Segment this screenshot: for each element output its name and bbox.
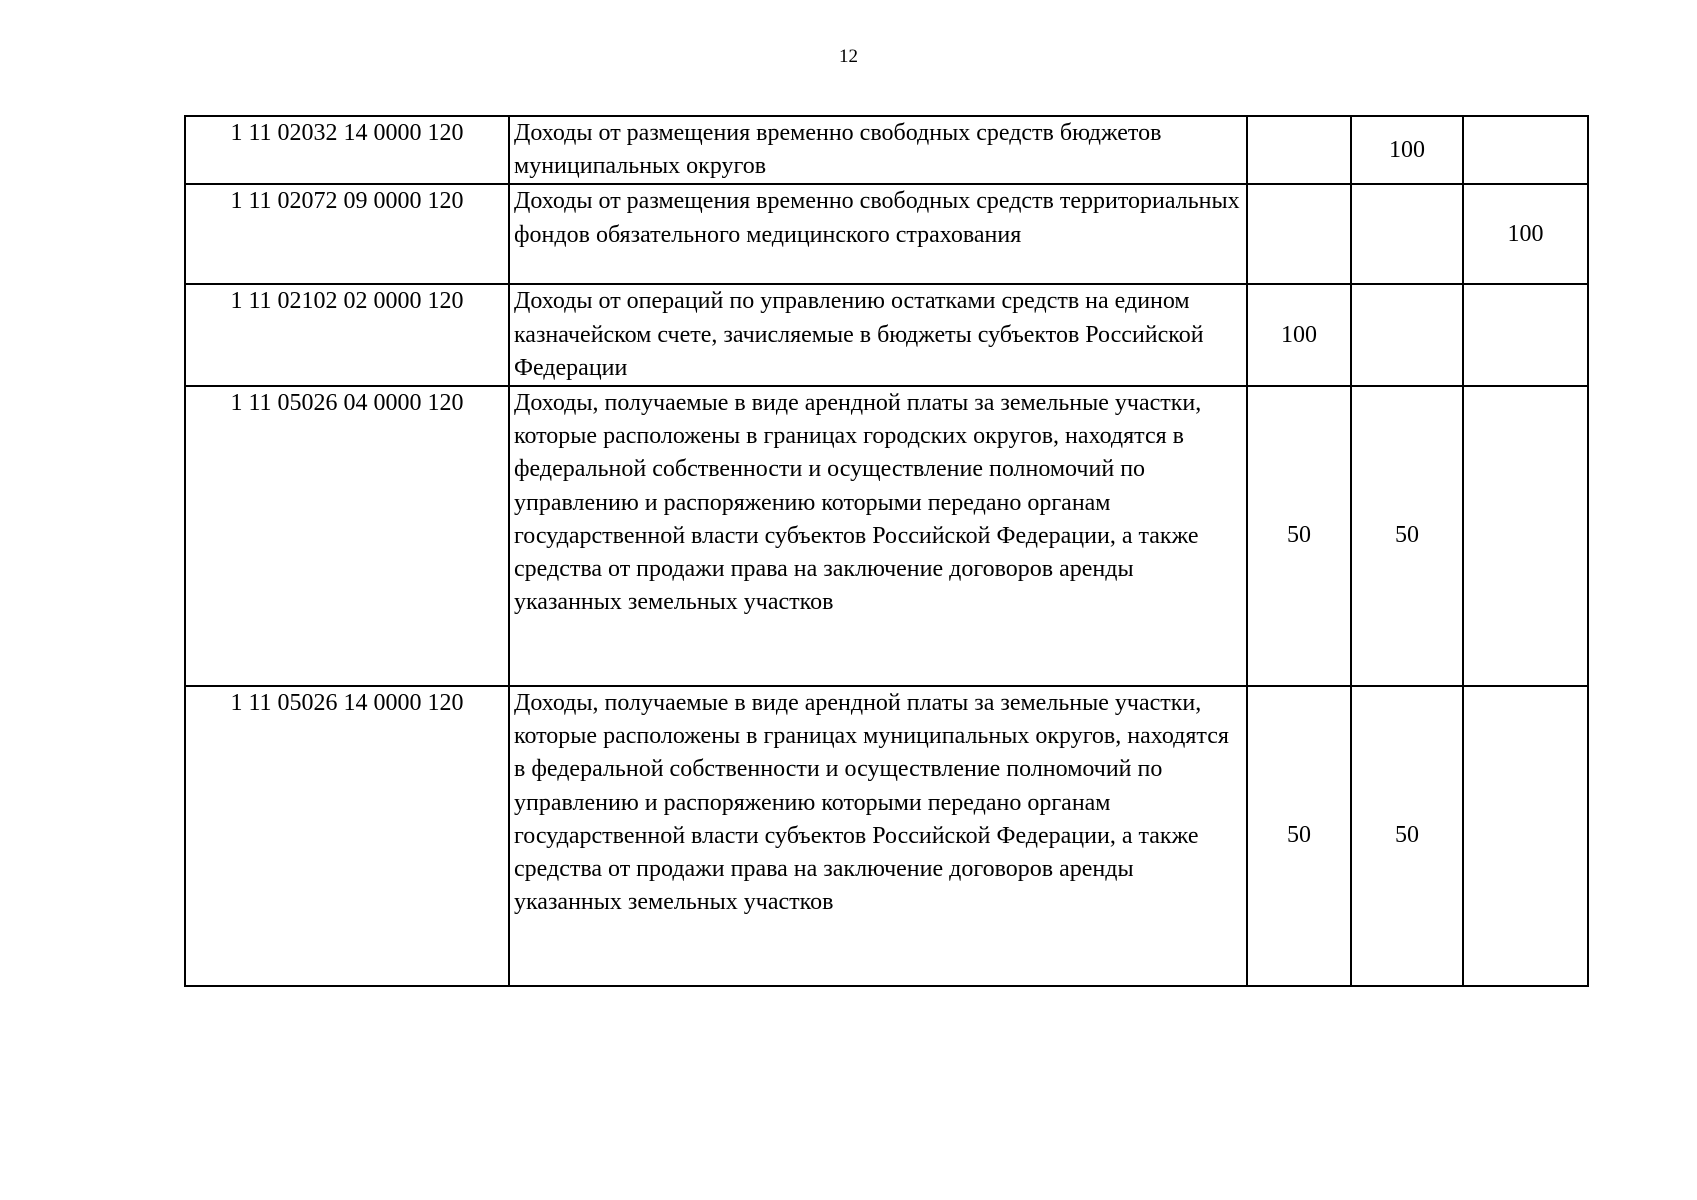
revenue-description-cell: Доходы от размещения временно свободных средств бюджетов муниципальных округов (509, 116, 1247, 184)
value-column-3-cell (1463, 284, 1588, 386)
value-column-1-cell: 100 (1247, 284, 1351, 386)
revenue-description-cell: Доходы от размещения временно свободных средств территориальных фондов обязательного медицинского страхования (509, 184, 1247, 284)
table-row (185, 116, 1588, 184)
revenue-code-cell: 1 11 05026 04 0000 120 (185, 386, 509, 686)
value-column-3-cell (1463, 686, 1588, 986)
value-column-1-cell (1247, 184, 1351, 284)
revenue-description-cell: Доходы, получаемые в виде арендной платы за земельные участки, которые расположены в границах муниципальных округов, находятся в федеральной собственности и осуществление полномочий по управлению и распоряжению которыми передано органам государственной власти субъектов Российской Федерации, а также средства от продажи права на заключение договоров аренды указанных земельных участков (509, 686, 1247, 986)
value-column-2-cell: 50 (1351, 686, 1463, 986)
value-column-2-cell: 50 (1351, 386, 1463, 686)
revenue-code-cell: 1 11 02072 09 0000 120 (185, 184, 509, 284)
value-column-1-cell: 50 (1247, 686, 1351, 986)
value-column-3-cell: 100 (1463, 184, 1588, 284)
revenue-code-cell: 1 11 05026 14 0000 120 (185, 686, 509, 986)
table-row (185, 284, 1588, 386)
value-column-1-cell (1247, 116, 1351, 184)
table-row (185, 686, 1588, 986)
revenue-code-cell: 1 11 02102 02 0000 120 (185, 284, 509, 386)
table-row (185, 184, 1588, 284)
value-column-1-cell: 50 (1247, 386, 1351, 686)
revenue-code-cell: 1 11 02032 14 0000 120 (185, 116, 509, 184)
value-column-2-cell: 100 (1351, 116, 1463, 184)
budget-revenue-table (184, 115, 1589, 987)
value-column-3-cell (1463, 116, 1588, 184)
table-row (185, 386, 1588, 686)
page-number: 12 (839, 46, 858, 67)
value-column-2-cell (1351, 184, 1463, 284)
value-column-2-cell (1351, 284, 1463, 386)
value-column-3-cell (1463, 386, 1588, 686)
revenue-description-cell: Доходы, получаемые в виде арендной платы за земельные участки, которые расположены в границах городских округов, находятся в федеральной собственности и осуществление полномочий по управлению и распоряжению которыми передано органам государственной власти субъектов Российской Федерации, а также средства от продажи права на заключение договоров аренды указанных земельных участков (509, 386, 1247, 686)
revenue-description-cell: Доходы от операций по управлению остатками средств на едином казначейском счете, зачисляемые в бюджеты субъектов Российской Федерации (509, 284, 1247, 386)
